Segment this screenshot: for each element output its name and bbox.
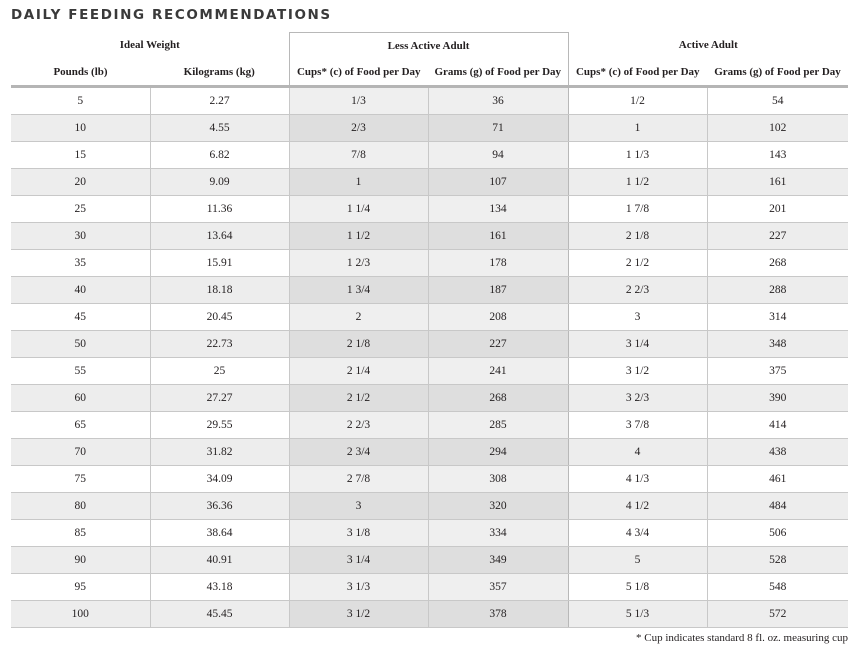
active-cups-cell: 1 — [568, 115, 707, 142]
less-active-grams-cell: 208 — [428, 304, 568, 331]
active-cups-cell: 1 1/2 — [568, 169, 707, 196]
active-grams-cell: 268 — [707, 250, 848, 277]
table-row — [11, 304, 848, 331]
table-row — [11, 142, 848, 169]
kilograms-cell: 40.91 — [150, 547, 289, 574]
col-active-cups: Cups* (c) of Food per Day — [568, 58, 707, 87]
group-active-adult: Active Adult — [678, 39, 738, 52]
table-row — [11, 277, 848, 304]
less-active-cups-cell: 2 — [289, 304, 428, 331]
less-active-cups-cell: 2 3/4 — [289, 439, 428, 466]
less-active-grams-cell: 187 — [428, 277, 568, 304]
pounds-cell: 60 — [11, 385, 150, 412]
active-cups-cell: 4 1/2 — [568, 493, 707, 520]
active-cups-cell: 3 1/2 — [568, 358, 707, 385]
less-active-grams-cell: 349 — [428, 547, 568, 574]
less-active-cups-cell: 3 1/2 — [289, 601, 428, 628]
table-row — [11, 358, 848, 385]
table-row — [11, 574, 848, 601]
less-active-grams-cell: 334 — [428, 520, 568, 547]
table-row — [11, 466, 848, 493]
active-cups-cell: 5 — [568, 547, 707, 574]
pounds-cell: 90 — [11, 547, 150, 574]
pounds-cell: 15 — [11, 142, 150, 169]
active-grams-cell: 54 — [707, 87, 848, 115]
active-grams-cell: 102 — [707, 115, 848, 142]
active-cups-cell: 1 7/8 — [568, 196, 707, 223]
active-cups-cell: 4 1/3 — [568, 466, 707, 493]
kilograms-cell: 38.64 — [150, 520, 289, 547]
less-active-cups-cell: 1 — [289, 169, 428, 196]
kilograms-cell: 11.36 — [150, 196, 289, 223]
table-row — [11, 169, 848, 196]
less-active-grams-cell: 178 — [428, 250, 568, 277]
group-less-active-adult: Less Active Adult — [289, 33, 568, 59]
kilograms-cell: 43.18 — [150, 574, 289, 601]
col-less-active-cups: Cups* (c) of Food per Day — [289, 58, 428, 87]
less-active-grams-cell: 94 — [428, 142, 568, 169]
active-grams-cell: 314 — [707, 304, 848, 331]
active-grams-cell: 161 — [707, 169, 848, 196]
kilograms-cell: 27.27 — [150, 385, 289, 412]
less-active-grams-cell: 107 — [428, 169, 568, 196]
pounds-cell: 20 — [11, 169, 150, 196]
less-active-grams-cell: 357 — [428, 574, 568, 601]
less-active-cups-cell: 1 1/4 — [289, 196, 428, 223]
kilograms-cell: 36.36 — [150, 493, 289, 520]
pounds-cell: 35 — [11, 250, 150, 277]
table-row — [11, 601, 848, 628]
less-active-cups-cell: 3 1/3 — [289, 574, 428, 601]
less-active-grams-cell: 294 — [428, 439, 568, 466]
pounds-cell: 5 — [11, 87, 150, 115]
kilograms-cell: 22.73 — [150, 331, 289, 358]
table-row — [11, 331, 848, 358]
pounds-cell: 55 — [11, 358, 150, 385]
pounds-cell: 85 — [11, 520, 150, 547]
kilograms-cell: 45.45 — [150, 601, 289, 628]
active-cups-cell: 1/2 — [568, 87, 707, 115]
pounds-cell: 50 — [11, 331, 150, 358]
pounds-cell: 70 — [11, 439, 150, 466]
less-active-cups-cell: 7/8 — [289, 142, 428, 169]
less-active-grams-cell: 320 — [428, 493, 568, 520]
active-grams-cell: 548 — [707, 574, 848, 601]
kilograms-cell: 20.45 — [150, 304, 289, 331]
less-active-cups-cell: 2 1/8 — [289, 331, 428, 358]
table-row — [11, 439, 848, 466]
table-row — [11, 223, 848, 250]
active-cups-cell: 2 1/2 — [568, 250, 707, 277]
active-cups-cell: 4 — [568, 439, 707, 466]
active-grams-cell: 484 — [707, 493, 848, 520]
col-kilograms: Kilograms (kg) — [150, 58, 289, 87]
active-grams-cell: 390 — [707, 385, 848, 412]
kilograms-cell: 6.82 — [150, 142, 289, 169]
active-cups-cell: 3 7/8 — [568, 412, 707, 439]
less-active-grams-cell: 161 — [428, 223, 568, 250]
active-grams-cell: 143 — [707, 142, 848, 169]
table-row — [11, 250, 848, 277]
pounds-cell: 30 — [11, 223, 150, 250]
active-cups-cell: 5 1/3 — [568, 601, 707, 628]
table-row — [11, 87, 848, 115]
active-grams-cell: 506 — [707, 520, 848, 547]
active-cups-cell: 4 3/4 — [568, 520, 707, 547]
pounds-cell: 65 — [11, 412, 150, 439]
page-title: DAILY FEEDING RECOMMENDATIONS — [11, 7, 332, 23]
table-row — [11, 196, 848, 223]
footnote: * Cup indicates standard 8 fl. oz. measuring cup — [635, 632, 848, 644]
active-cups-cell: 2 1/8 — [568, 223, 707, 250]
kilograms-cell: 31.82 — [150, 439, 289, 466]
less-active-cups-cell: 2 1/4 — [289, 358, 428, 385]
col-pounds: Pounds (lb) — [11, 58, 150, 87]
active-cups-cell: 2 2/3 — [568, 277, 707, 304]
less-active-grams-cell: 241 — [428, 358, 568, 385]
active-grams-cell: 528 — [707, 547, 848, 574]
less-active-grams-cell: 285 — [428, 412, 568, 439]
kilograms-cell: 4.55 — [150, 115, 289, 142]
less-active-cups-cell: 2 1/2 — [289, 385, 428, 412]
table-row — [11, 412, 848, 439]
active-cups-cell: 1 1/3 — [568, 142, 707, 169]
kilograms-cell: 34.09 — [150, 466, 289, 493]
col-active-grams: Grams (g) of Food per Day — [707, 58, 848, 87]
pounds-cell: 100 — [11, 601, 150, 628]
less-active-grams-cell: 268 — [428, 385, 568, 412]
active-cups-cell: 3 1/4 — [568, 331, 707, 358]
pounds-cell: 80 — [11, 493, 150, 520]
kilograms-cell: 25 — [150, 358, 289, 385]
active-grams-cell: 348 — [707, 331, 848, 358]
less-active-cups-cell: 1 2/3 — [289, 250, 428, 277]
active-grams-cell: 438 — [707, 439, 848, 466]
active-grams-cell: 201 — [707, 196, 848, 223]
group-header-row — [11, 33, 848, 59]
active-grams-cell: 227 — [707, 223, 848, 250]
less-active-grams-cell: 71 — [428, 115, 568, 142]
less-active-grams-cell: 134 — [428, 196, 568, 223]
table-row — [11, 115, 848, 142]
less-active-cups-cell: 3 — [289, 493, 428, 520]
less-active-grams-cell: 36 — [428, 87, 568, 115]
table-body — [11, 87, 848, 628]
col-less-active-grams: Grams (g) of Food per Day — [428, 58, 568, 87]
less-active-grams-cell: 227 — [428, 331, 568, 358]
pounds-cell: 45 — [11, 304, 150, 331]
less-active-cups-cell: 2 2/3 — [289, 412, 428, 439]
active-cups-cell: 3 2/3 — [568, 385, 707, 412]
table-row — [11, 493, 848, 520]
pounds-cell: 75 — [11, 466, 150, 493]
active-cups-cell: 3 — [568, 304, 707, 331]
kilograms-cell: 29.55 — [150, 412, 289, 439]
less-active-cups-cell: 2 7/8 — [289, 466, 428, 493]
less-active-cups-cell: 1/3 — [289, 87, 428, 115]
less-active-grams-cell: 308 — [428, 466, 568, 493]
pounds-cell: 10 — [11, 115, 150, 142]
less-active-cups-cell: 2/3 — [289, 115, 428, 142]
table-row — [11, 520, 848, 547]
active-grams-cell: 572 — [707, 601, 848, 628]
active-grams-cell: 288 — [707, 277, 848, 304]
less-active-cups-cell: 1 1/2 — [289, 223, 428, 250]
group-ideal-weight: Ideal Weight — [119, 39, 180, 52]
active-cups-cell: 5 1/8 — [568, 574, 707, 601]
kilograms-cell: 2.27 — [150, 87, 289, 115]
active-grams-cell: 375 — [707, 358, 848, 385]
kilograms-cell: 18.18 — [150, 277, 289, 304]
pounds-cell: 25 — [11, 196, 150, 223]
active-grams-cell: 414 — [707, 412, 848, 439]
active-grams-cell: 461 — [707, 466, 848, 493]
column-header-row — [11, 58, 848, 87]
less-active-cups-cell: 3 1/8 — [289, 520, 428, 547]
pounds-cell: 40 — [11, 277, 150, 304]
less-active-grams-cell: 378 — [428, 601, 568, 628]
kilograms-cell: 15.91 — [150, 250, 289, 277]
pounds-cell: 95 — [11, 574, 150, 601]
less-active-cups-cell: 1 3/4 — [289, 277, 428, 304]
table-row — [11, 385, 848, 412]
kilograms-cell: 9.09 — [150, 169, 289, 196]
less-active-cups-cell: 3 1/4 — [289, 547, 428, 574]
feeding-table — [11, 32, 848, 628]
kilograms-cell: 13.64 — [150, 223, 289, 250]
table-row — [11, 547, 848, 574]
